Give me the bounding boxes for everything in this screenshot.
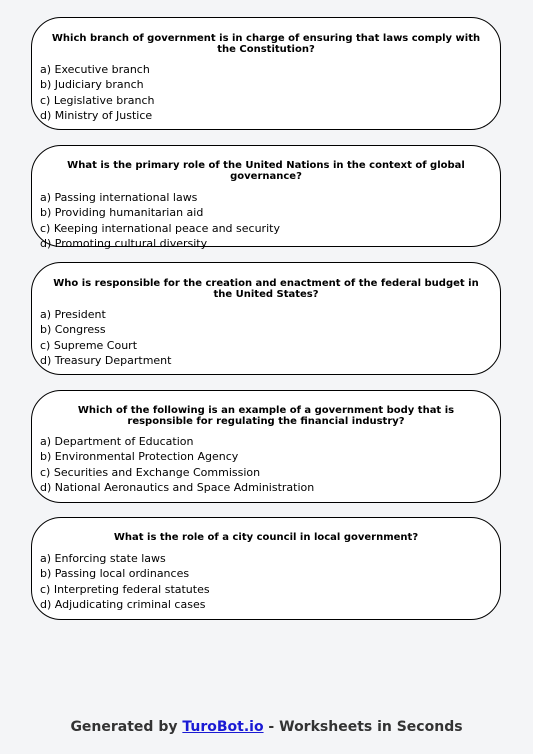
option-c: c) Supreme Court xyxy=(40,338,138,352)
question-text: Which of the following is an example of a government body that is responsible for regulating the financial industry? xyxy=(77,405,455,427)
option-c: c) Keeping international peace and security xyxy=(40,221,280,235)
question-card-4 xyxy=(31,390,501,503)
option-a: a) President xyxy=(40,308,106,321)
option-d: d) Adjudicating criminal cases xyxy=(40,597,206,611)
option-a: a) Passing international laws xyxy=(40,191,198,204)
option-b: b) Passing local ordinances xyxy=(40,567,190,581)
options-list xyxy=(32,190,500,251)
options-list xyxy=(32,307,500,368)
footer-suffix: - Worksheets in Seconds xyxy=(263,719,463,735)
options-list xyxy=(32,551,500,612)
option-d: d) Promoting cultural diversity xyxy=(40,236,208,250)
question-card-2 xyxy=(31,145,501,250)
option-b: b) Congress xyxy=(40,323,106,337)
options-list xyxy=(32,434,500,495)
option-c: c) Interpreting federal statutes xyxy=(40,582,210,596)
question-text: What is the primary role of the United Nations in the context of global governance? xyxy=(67,160,465,182)
question-card-3 xyxy=(31,262,501,375)
option-a: a) Enforcing state laws xyxy=(40,552,166,565)
question-card-1 xyxy=(31,17,501,130)
option-c: c) Securities and Exchange Commission xyxy=(40,465,261,479)
option-a: a) Executive branch xyxy=(40,63,150,76)
option-a: a) Department of Education xyxy=(40,435,194,448)
question-text: Which branch of government is in charge of ensuring that laws comply with the Constitution? xyxy=(51,33,481,55)
option-d: d) National Aeronautics and Space Administration xyxy=(40,480,315,494)
footer xyxy=(0,719,533,735)
option-c: c) Legislative branch xyxy=(40,93,155,107)
option-b: b) Judiciary branch xyxy=(40,78,144,92)
question-text: What is the role of a city council in local government? xyxy=(113,532,419,543)
turobot-link[interactable]: TuroBot.io xyxy=(182,719,264,735)
question-text: Who is responsible for the creation and enactment of the federal budget in the United States? xyxy=(53,278,479,300)
option-b: b) Providing humanitarian aid xyxy=(40,206,204,220)
footer-prefix: Generated by xyxy=(70,719,183,735)
option-d: d) Ministry of Justice xyxy=(40,108,153,122)
options-list xyxy=(32,62,500,123)
question-card-5 xyxy=(31,517,501,620)
option-d: d) Treasury Department xyxy=(40,353,172,367)
option-b: b) Environmental Protection Agency xyxy=(40,450,239,464)
